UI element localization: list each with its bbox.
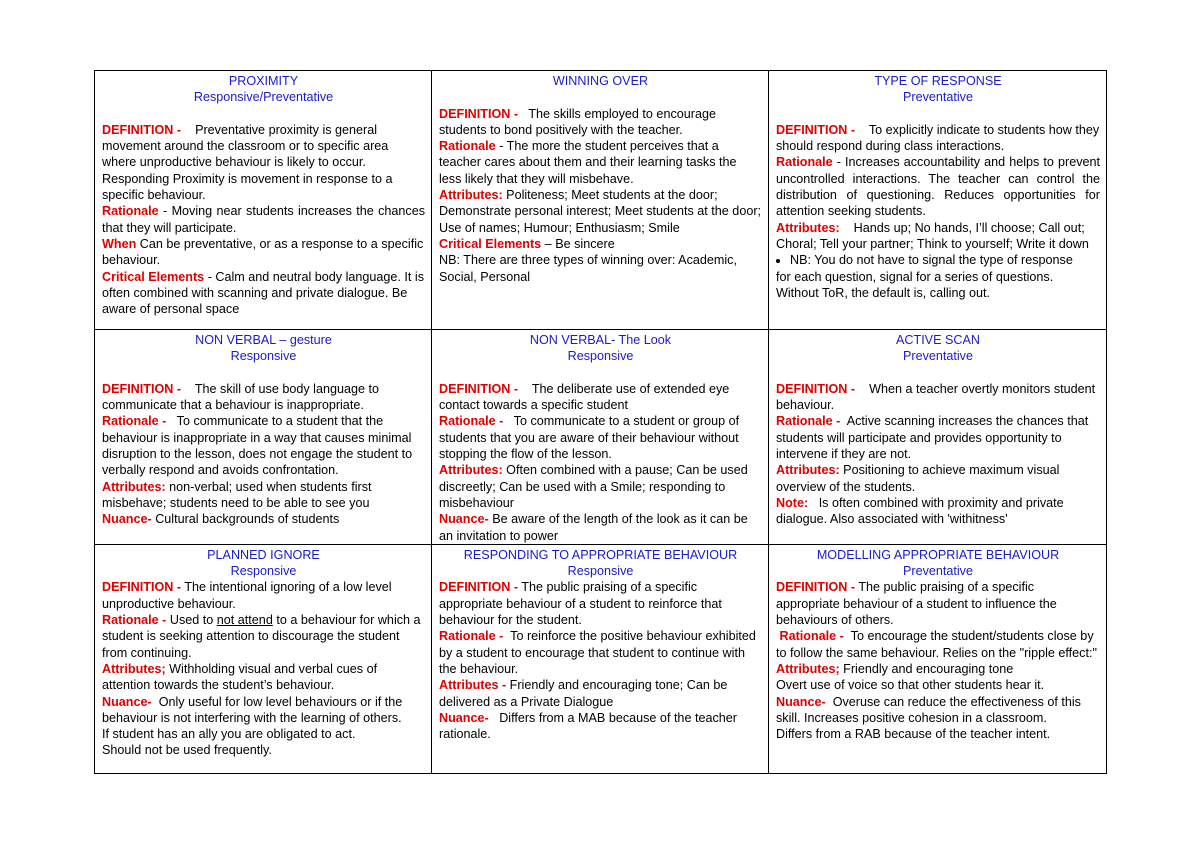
rationale-text-pre: Used to <box>169 613 214 628</box>
cell-winning-over <box>432 71 769 330</box>
list-item: • NB: You do not have to signal the type of response <box>790 252 1100 268</box>
rationale-text: To communicate to a student that the behaviour is inappropriate in a way that causes minimal disruption to the lesson, does not engage the student to verbally respond and avoids confrontation. <box>102 414 413 478</box>
cell-title: PROXIMITY <box>228 74 299 88</box>
nuance-text: Be aware of the length of the look as it can be an invitation to power <box>439 512 748 543</box>
strategies-table <box>94 70 1107 774</box>
attributes-text: Positioning to achieve maximum visual overview of the students. <box>776 463 1060 494</box>
cell-title: PLANNED IGNORE <box>207 547 320 562</box>
attributes-label: Attributes: <box>439 463 503 478</box>
nb-text: NB: There are three types of winning over: Academic, Social, Personal <box>439 253 737 284</box>
extra-text: If student has an ally you are obligated to act. <box>102 727 356 742</box>
cell-subtitle: Responsive/Preventative <box>193 90 334 105</box>
rationale-text: - Increases accountability and helps to prevent uncontrolled interactions. The teacher can control the distribution of questioning. Reduces opportunities for attention seeking students. <box>776 155 1100 219</box>
note-label: Note: <box>776 495 809 510</box>
rationale-text: - Moving near students increases the chances that they will participate. <box>102 204 425 235</box>
extra-text: Differs from a RAB because of the teacher intent. <box>776 727 1051 742</box>
critical-elements-text: - Calm and neutral body language. It is often combined with scanning and private dialogue. Be aware of personal space <box>102 269 425 317</box>
definition-label: DEFINITION - <box>102 122 182 137</box>
extra-text: Without ToR, the default is, calling out. <box>776 285 990 300</box>
nuance-text: Only useful for low level behaviours or if the behaviour is not interfering with the learning of others. <box>102 694 403 725</box>
attributes-label: Attributes; <box>776 661 840 676</box>
cell-subtitle: Responsive <box>567 564 634 579</box>
rationale-label: Rationale - <box>439 414 504 429</box>
definition-label: DEFINITION - <box>102 580 182 595</box>
attributes-text: Politeness; Meet students at the door; Demonstrate personal interest; Meet students at the door; Use of names; Humour; Enthusiasm; Smile <box>439 188 762 235</box>
note-text: Is often combined with proximity and private dialogue. Also associated with 'withitness' <box>776 495 1064 527</box>
rationale-label: Rationale - <box>439 629 504 644</box>
extra-text: for each question, signal for a series of questions. <box>776 269 1054 284</box>
rationale-text: To communicate to a student or group of students that you are aware of their behaviour without stopping the flow of the lesson. <box>439 414 740 462</box>
definition-label: DEFINITION - <box>439 580 519 595</box>
rationale-label: Rationale - <box>776 414 841 429</box>
rationale-text: To reinforce the positive behaviour exhibited by a student to encourage that student to continue with the behaviour. <box>439 629 756 676</box>
rationale-label: Rationale <box>776 155 833 170</box>
cell-responding-to-appropriate-behaviour <box>432 544 769 773</box>
rationale-text-underline: not attend <box>216 613 273 628</box>
attributes-text: Hands up; No hands, I’ll choose; Call out; Choral; Tell your partner; Think to yourself; Write it down <box>776 220 1089 251</box>
rationale-label: Rationale <box>439 139 496 154</box>
bullet-list <box>776 252 1100 268</box>
definition-label: DEFINITION - <box>776 122 856 137</box>
nuance-text: Cultural backgrounds of students <box>155 512 340 527</box>
critical-elements-label: Critical Elements <box>439 236 542 251</box>
cell-title: ACTIVE SCAN <box>896 333 980 347</box>
critical-elements-label: Critical Elements <box>102 269 205 284</box>
nuance-label: Nuance- <box>776 694 826 709</box>
attributes-text: Often combined with a pause; Can be used discreetly; Can be used with a Smile; responding to misbehaviour <box>439 463 748 510</box>
definition-text: The public praising of a specific appropriate behaviour of a student to reinforce that behaviour for the student. <box>439 580 722 628</box>
cell-subtitle: Responsive <box>230 564 297 579</box>
rationale-text-post: to a behaviour for which a student is seeking attention to discourage the student from continuing. <box>102 613 421 660</box>
definition-text: When a teacher overtly monitors student behaviour. <box>776 381 1096 413</box>
rationale-label: Rationale - <box>102 414 167 429</box>
nuance-text: Differs from a MAB because of the teacher rationale. <box>439 710 737 742</box>
cell-title: MODELLING APPROPRIATE BEHAVIOUR <box>816 547 1060 562</box>
cell-planned-ignore <box>95 544 432 773</box>
cell-subtitle: Preventative <box>902 90 973 105</box>
cell-nonverbal-gesture <box>95 330 432 545</box>
table-row <box>95 544 1107 773</box>
critical-elements-text: – Be sincere <box>544 236 615 251</box>
rationale-text: Active scanning increases the chances that students will participate and provides opportunity to intervene if they are not. <box>776 414 1089 462</box>
when-label: When <box>102 236 137 251</box>
cell-title: NON VERBAL- The Look <box>529 333 672 347</box>
cell-modelling-appropriate-behaviour <box>769 544 1107 773</box>
definition-label: DEFINITION - <box>776 580 856 595</box>
definition-text: The skills employed to encourage students to bond positively with the teacher. <box>439 106 716 137</box>
cell-subtitle: Responsive <box>567 349 634 364</box>
definition-label: DEFINITION - <box>102 381 182 396</box>
attributes-text: Friendly and encouraging tone <box>843 661 1014 676</box>
attributes-label: Attributes: <box>776 463 840 478</box>
definition-text: The deliberate use of extended eye contact towards a specific student <box>439 381 730 413</box>
attributes-label: Attributes: <box>102 479 166 494</box>
attributes-label: Attributes: <box>776 220 840 235</box>
cell-title: RESPONDING TO APPROPRIATE BEHAVIOUR <box>463 547 738 562</box>
cell-nonverbal-look <box>432 330 769 545</box>
nuance-label: Nuance- <box>439 512 489 527</box>
nuance-label: Nuance- <box>439 710 489 725</box>
definition-text: The intentional ignoring of a low level unproductive behaviour. <box>102 580 392 611</box>
nuance-text: Overuse can reduce the effectiveness of this skill. Increases positive cohesion in a classroom. <box>776 694 1081 725</box>
definition-text: The public praising of a specific appropriate behaviour of a student to influence the behaviours of others. <box>776 580 1057 628</box>
definition-text: The skill of use body language to communicate that a behaviour is inappropriate. <box>102 381 379 413</box>
table-row <box>95 330 1107 545</box>
cell-type-of-response <box>769 71 1107 330</box>
table-row <box>95 71 1107 330</box>
extra-text: Should not be used frequently. <box>102 743 272 758</box>
attributes-text: Withholding visual and verbal cues of attention towards the student’s behaviour. <box>102 661 378 693</box>
rationale-label: Rationale - <box>102 613 167 628</box>
attributes-label: Attributes - <box>439 678 507 693</box>
nuance-label: Nuance- <box>102 512 152 527</box>
cell-active-scan <box>769 330 1107 545</box>
definition-label: DEFINITION - <box>439 381 519 396</box>
definition-label: DEFINITION - <box>439 106 519 121</box>
cell-subtitle: Preventative <box>902 564 973 579</box>
attributes-text: non-verbal; used when students first misbehave; students need to be able to see you <box>102 479 372 510</box>
cell-title: NON VERBAL – gesture <box>195 333 332 347</box>
extra-text: Overt use of voice so that other students hear it. <box>776 678 1045 693</box>
cell-subtitle: Responsive <box>230 349 297 364</box>
nuance-label: Nuance- <box>102 694 152 709</box>
cell-proximity <box>95 71 432 330</box>
rationale-text: - The more the student perceives that a teacher cares about them and their learning tasks the less likely that they will misbehave. <box>439 139 737 186</box>
rationale-label: Rationale <box>102 204 159 219</box>
attributes-label: Attributes: <box>439 188 503 203</box>
attributes-text: Friendly and encouraging tone; Can be delivered as a Private Dialogue <box>439 678 728 709</box>
definition-text: To explicitly indicate to students how they should respond during class interactions. <box>776 122 1100 154</box>
cell-title: WINNING OVER <box>552 74 649 88</box>
cell-subtitle: Preventative <box>902 349 973 364</box>
when-text: Can be preventative, or as a response to a specific behaviour. <box>102 236 424 268</box>
rationale-text: To encourage the student/students close by to follow the same behaviour. Relies on the "ripple effect:" <box>776 629 1097 660</box>
definition-label: DEFINITION - <box>776 381 856 396</box>
attributes-label: Attributes; <box>102 661 166 676</box>
cell-title: TYPE OF RESPONSE <box>874 74 1002 88</box>
rationale-label: Rationale - <box>779 629 844 644</box>
definition-text: Preventative proximity is general movement around the classroom or to specific area where unproductive behaviour is likely to occur. Responding Proximity is movement in response to a specific behaviour. <box>102 122 393 203</box>
